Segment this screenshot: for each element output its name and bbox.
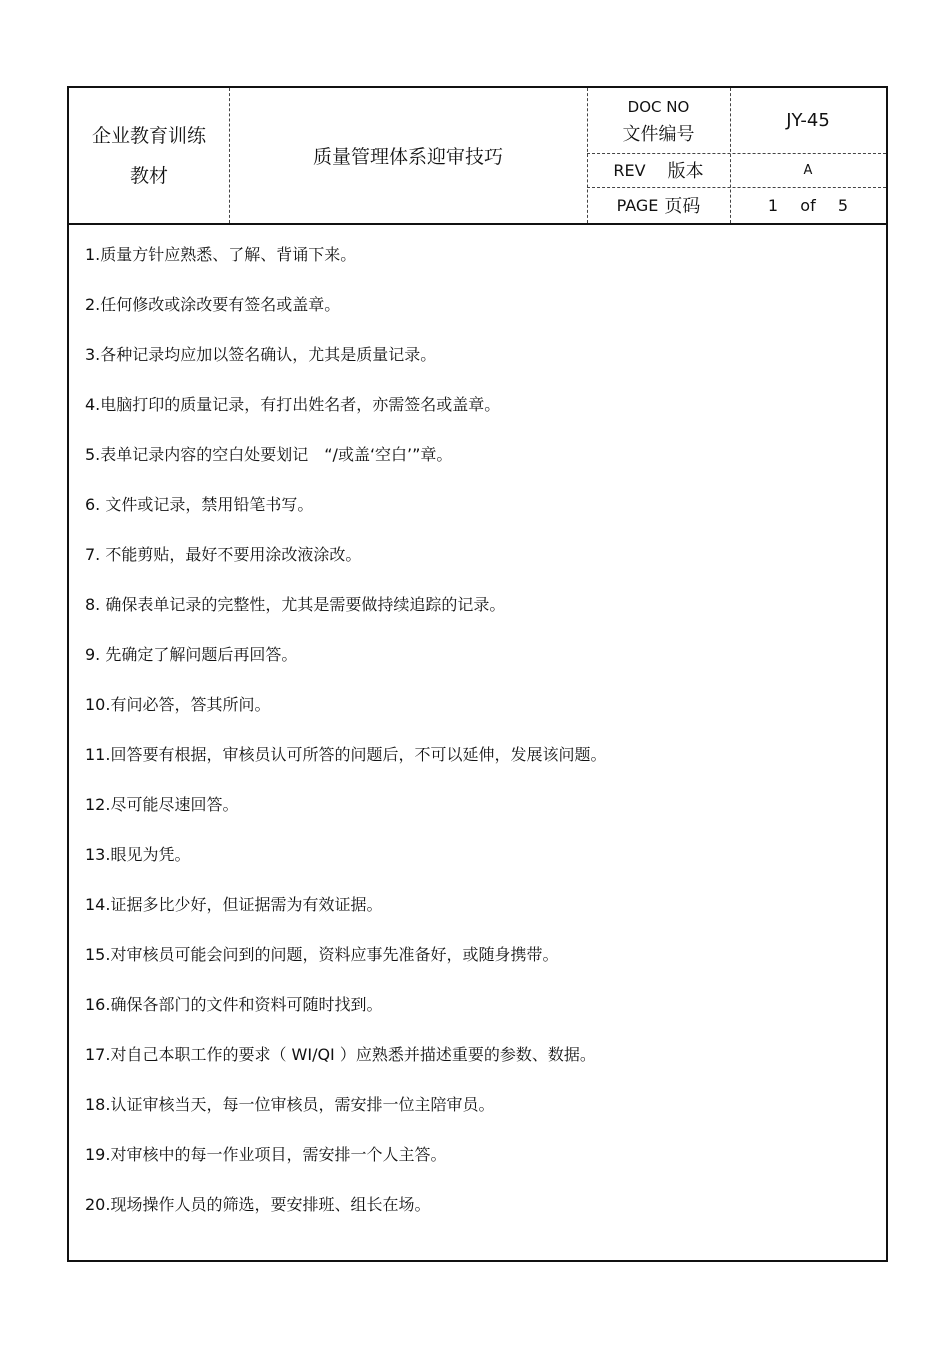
list-item: 12.尽可能尽速回答。	[85, 795, 239, 814]
list-item: 4.电脑打印的质量记录，有打出姓名者，亦需签名或盖章。	[85, 395, 501, 414]
list-item: 13.眼见为凭。	[85, 845, 191, 864]
organization-label	[69, 88, 229, 223]
list-item: 3.各种记录均应加以签名确认，尤其是质量记录。	[85, 345, 437, 364]
list-item: 5.表单记录内容的空白处要划记 “/或盖‘空白’”章。	[85, 445, 453, 464]
page-of-word: of	[800, 195, 816, 215]
list-item: 6. 文件或记录，禁用铅笔书写。	[85, 495, 314, 514]
page-current: 1	[767, 195, 779, 215]
page-label-cn: 页码	[664, 196, 701, 217]
list-item: 2.任何修改或涂改要有签名或盖章。	[85, 295, 341, 314]
revision-label	[587, 153, 730, 187]
page-total: 5	[837, 195, 849, 215]
guideline-list	[85, 244, 606, 1244]
list-item: 20.现场操作人员的筛选，要安排班、组长在场。	[85, 1195, 431, 1214]
page-number	[730, 187, 886, 223]
document-frame	[67, 86, 888, 1262]
doc-no-label-cn: 文件编号	[622, 123, 695, 145]
list-item: 18.认证审核当天，每一位审核员，需安排一位主陪审员。	[85, 1095, 495, 1114]
list-item: 16.确保各部门的文件和资料可随时找到。	[85, 995, 383, 1014]
list-item: 1.质量方针应熟悉、了解、背诵下来。	[85, 245, 357, 264]
list-item: 7. 不能剪贴，最好不要用涂改液涂改。	[85, 545, 362, 564]
list-item: 15.对审核员可能会问到的问题，资料应事先准备好，或随身携带。	[85, 945, 559, 964]
list-item: 9. 先确定了解问题后再回答。	[85, 645, 298, 664]
list-item: 8. 确保表单记录的完整性，尤其是需要做持续追踪的记录。	[85, 595, 506, 614]
list-item: 17.对自己本职工作的要求（ WI/QI ）应熟悉并描述重要的参数、数据。	[85, 1045, 596, 1064]
list-item: 11.回答要有根据，审核员认可所答的问题后，不可以延伸，发展该问题。	[85, 745, 607, 764]
doc-no-label	[587, 88, 730, 153]
doc-no-label-en: DOC NO	[627, 97, 690, 116]
page-label-en: PAGE	[616, 195, 659, 215]
page-label	[587, 187, 730, 223]
list-item: 14.证据多比少好，但证据需为有效证据。	[85, 895, 383, 914]
document-title: 质量管理体系迎审技巧	[312, 146, 503, 168]
organization-line-2: 教材	[129, 164, 168, 187]
document-header-table	[69, 88, 886, 225]
doc-no-value: JY-45	[786, 110, 830, 131]
organization-line-1: 企业教育训练	[91, 124, 206, 147]
list-item: 10.有问必答，答其所问。	[85, 695, 271, 714]
revision-label-en: REV	[613, 160, 646, 180]
revision-value: A	[803, 162, 813, 178]
revision-label-cn: 版本	[667, 161, 704, 182]
list-item: 19.对审核中的每一作业项目，需安排一个人主答。	[85, 1145, 447, 1164]
